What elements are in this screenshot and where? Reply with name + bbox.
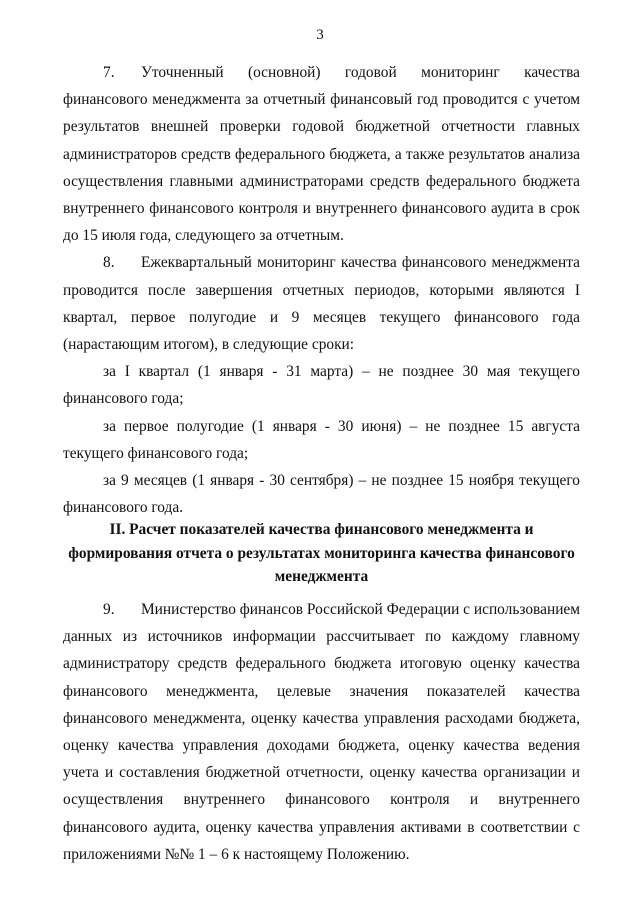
section-1-text <box>63 59 580 521</box>
paragraph-8-text: Ежеквартальный мониторинг качества финансового менеджмента проводится после завершения отчетных периодов, которыми являются I квартал, первое полугодие и 9 месяцев текущего финансового года (нарастающим итогом), в следующие сроки: <box>63 254 580 354</box>
paragraph-9 <box>63 596 580 868</box>
page-number: 3 <box>316 27 324 43</box>
paragraph-8 <box>63 249 580 358</box>
deadline-q1: за I квартал (1 января - 31 марта) – не позднее 30 мая текущего финансового года; <box>63 363 580 408</box>
deadline-nine-months: за 9 месяцев (1 января - 30 сентября) – не позднее 15 ноября текущего финансового года. <box>63 472 580 517</box>
paragraph-9-text: Министерство финансов Российской Федерации с использованием данных из источников информации рассчитывает по каждому главному администратору средств федерального бюджета итоговую оценку качества финансового менеджмента, целевые значения показателей качества финансового менеджмента, оценку качества управления расходами бюджета, оценку качества управления доходами бюджета, оценку качества ведения учета и составления бюджетной отчетности, оценку качества организации и осуществления внутреннего финансового контроля и внутреннего финансового аудита, оценку качества управления активами в соответствии с приложениями №№ 1 – 6 к настоящему Положению. <box>63 601 580 863</box>
paragraph-7-number: 7. <box>103 64 115 81</box>
deadline-half-year: за первое полугодие (1 января - 30 июня) – не позднее 15 августа текущего финансового года; <box>63 417 580 462</box>
paragraph-8-number: 8. <box>103 254 115 272</box>
paragraph-7-text: Уточненный (основной) годовой мониторинг качества финансового менеджмента за отчетный финансовый год проводится с учетом результатов внешней проверки годовой бюджетной отчетности главных администраторов средств федерального бюджета, а также результатов анализа осуществления главными администраторами средств федерального бюджета внутреннего финансового контроля и внутреннего финансового аудита в срок до 15 июля года, следующего за отчетным. <box>63 64 580 245</box>
section-2-heading: II. Расчет показателей качества финансового менеджмента и формирования отчета о результатах мониторинга качества финансового менеджмента <box>68 521 575 585</box>
paragraph-9-number: 9. <box>103 601 115 618</box>
paragraph-7 <box>63 59 580 249</box>
section-2-text <box>63 596 580 868</box>
